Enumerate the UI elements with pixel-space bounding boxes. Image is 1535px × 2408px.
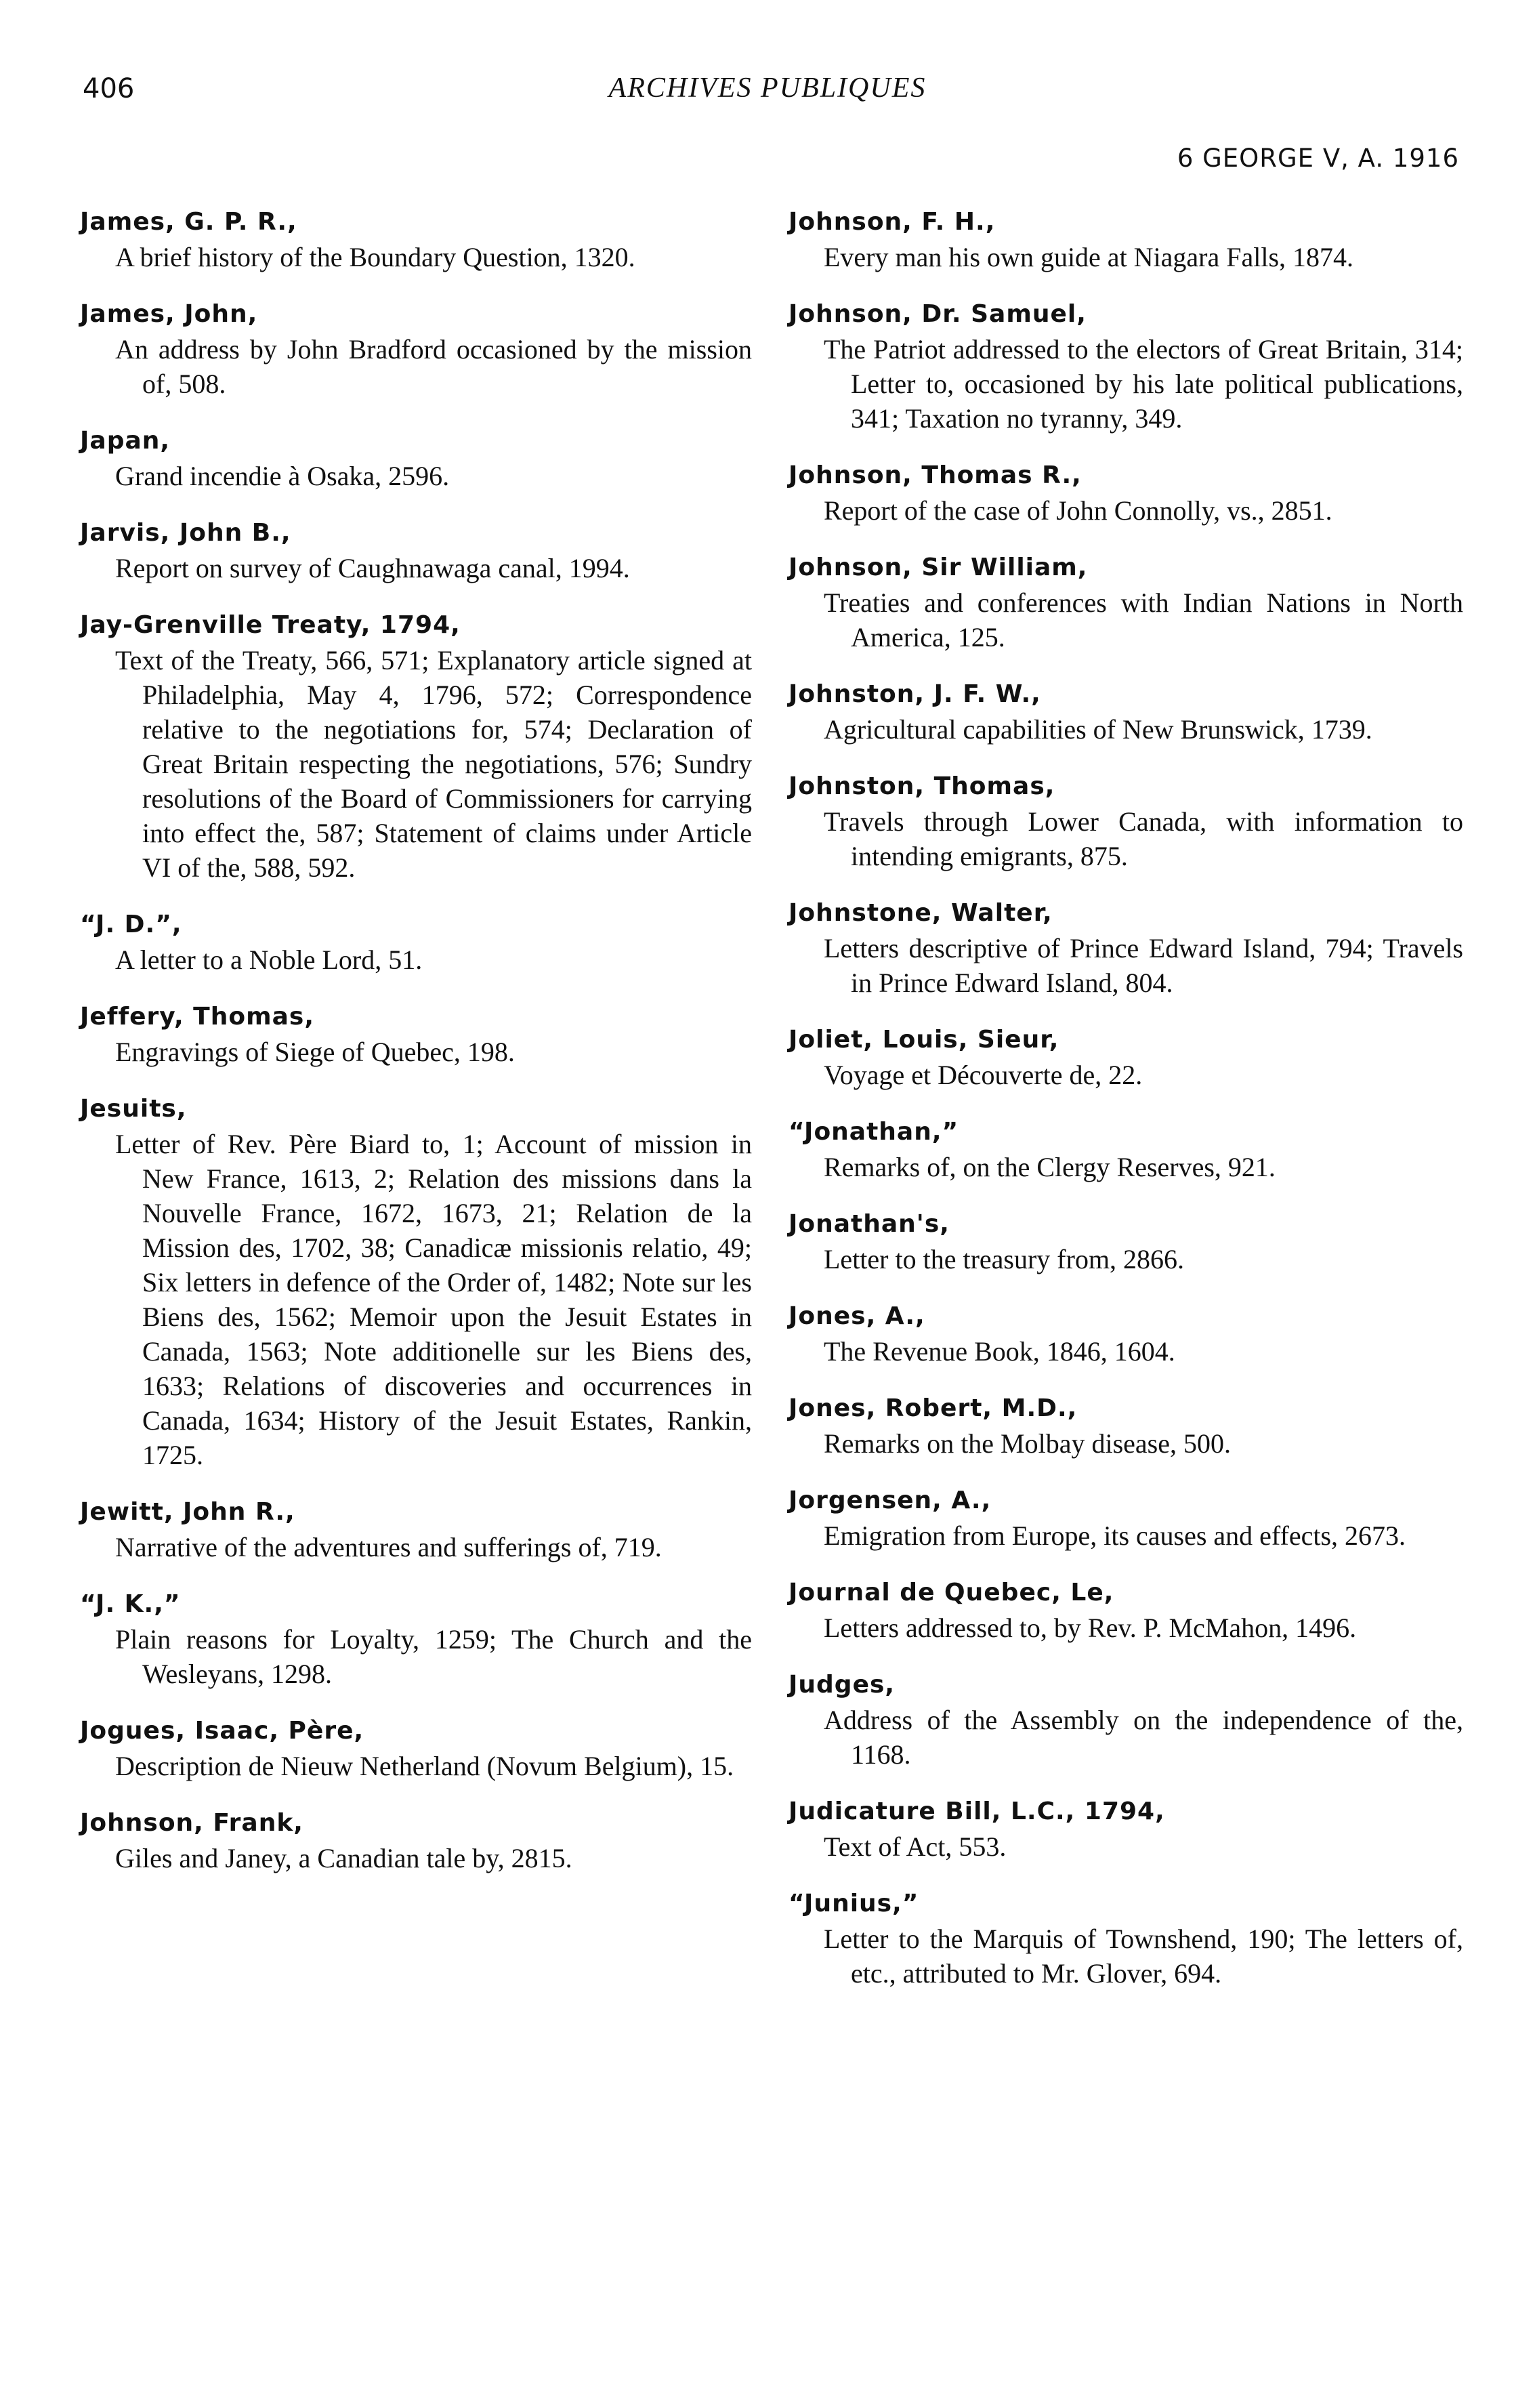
entry-heading: Jeffery, Thomas, [80, 1003, 315, 1031]
index-entry [80, 1714, 752, 1783]
entry-text: A brief history of the Boundary Question, 1320. [115, 242, 635, 272]
entry-heading: Johnson, Thomas R., [788, 461, 1082, 489]
entry-text: Remarks on the Molbay disease, 500. [824, 1428, 1231, 1459]
right-column [788, 205, 1463, 2013]
entry-text: Grand incendie à Osaka, 2596. [115, 461, 450, 491]
entry-text: Letter to the Marquis of Townshend, 190; The letters of, etc., attributed to Mr. Glover, 694. [824, 1924, 1463, 1989]
index-entry [80, 999, 752, 1069]
index-entry [80, 205, 752, 274]
left-column [80, 205, 752, 1898]
entry-text: Giles and Janey, a Canadian tale by, 2815. [115, 1843, 572, 1873]
index-entry [80, 297, 752, 401]
index-entry [80, 1806, 752, 1875]
entry-heading: “Jonathan,” [788, 1118, 959, 1146]
entry-heading: Japan, [80, 427, 171, 455]
entry-heading: “Junius,” [788, 1890, 919, 1917]
running-title: ARCHIVES PUBLIQUES [608, 72, 927, 104]
entry-text: Letter of Rev. Père Biard to, 1; Account of mission in New France, 1613, 2; Relation des missions dans la Nouvelle France, 1672, 1673, 21; Relation de la Mission des, 1702, 38; Canadicæ missionis relatio, 49; Six letters in defence of the Order of, 1482; Note sur les Biens des, 1562; Memoir upon the Jesuit Estates in Canada, 1563; Note additionelle sur les Biens des, 1633; Relations of discoveries and occurrences in Canada, 1634; History of the Jesuit Estates, Rankin, 1725. [115, 1129, 752, 1470]
index-entry [788, 896, 1463, 1000]
entry-heading: Jewitt, John R., [80, 1498, 295, 1526]
index-entry [788, 1115, 1463, 1184]
index-entry [80, 1587, 752, 1691]
index-entry [80, 1495, 752, 1564]
entry-text: Address of the Assembly on the independence of the, 1168. [824, 1705, 1463, 1770]
entry-heading: Johnson, Sir William, [788, 554, 1088, 581]
entry-text: Report on survey of Caughnawaga canal, 1994. [115, 553, 630, 583]
entry-text: Text of the Treaty, 566, 571; Explanatory article signed at Philadelphia, May 4, 1796, 572; Correspondence relative to the negotiations for, 574; Declaration of Great Britain respecting the negotiations, 576; Sundry resolutions of the Board of Commissioners for carrying into effect the, 587; Statement of claims under Article VI of the, 588, 592. [115, 645, 752, 883]
index-entry [788, 1575, 1463, 1645]
entry-heading: Johnson, Dr. Samuel, [788, 300, 1087, 328]
entry-heading: James, G. P. R., [80, 208, 297, 236]
index-entry [788, 1299, 1463, 1369]
entry-heading: Johnson, F. H., [788, 208, 996, 236]
index-entry [788, 1391, 1463, 1461]
entry-heading: James, John, [80, 300, 258, 328]
entry-heading: Johnstone, Walter, [788, 899, 1053, 927]
index-entry [788, 1667, 1463, 1772]
entry-text: Voyage et Découverte de, 22. [824, 1060, 1143, 1090]
entry-heading: Johnson, Frank, [80, 1809, 303, 1837]
entry-text: Letter to the treasury from, 2866. [824, 1244, 1185, 1274]
entry-heading: Judicature Bill, L.C., 1794, [788, 1798, 1165, 1825]
entry-heading: Johnston, J. F. W., [788, 680, 1041, 708]
entry-heading: Jogues, Isaac, Père, [80, 1717, 364, 1745]
index-entry [788, 297, 1463, 436]
index-entry [788, 205, 1463, 274]
index-entry [788, 458, 1463, 528]
index-entry [788, 1022, 1463, 1092]
entry-text: Letters addressed to, by Rev. P. McMahon, 1496. [824, 1613, 1357, 1643]
entry-heading: Jones, Robert, M.D., [788, 1394, 1078, 1422]
entry-text: The Revenue Book, 1846, 1604. [824, 1336, 1175, 1367]
entry-text: The Patriot addressed to the electors of Great Britain, 314; Letter to, occasioned by his late political publications, 341; Taxation no tyranny, 349. [824, 334, 1463, 434]
entry-heading: Joliet, Louis, Sieur, [788, 1026, 1059, 1054]
entry-text: Report of the case of John Connolly, vs., 2851. [824, 495, 1332, 526]
entry-text: Agricultural capabilities of New Brunswick, 1739. [824, 714, 1372, 745]
page-number: 406 [83, 73, 135, 104]
entry-heading: “J. K.,” [80, 1590, 181, 1618]
entry-text: Text of Act, 553. [824, 1831, 1007, 1862]
entry-text: Plain reasons for Loyalty, 1259; The Church and the Wesleyans, 1298. [115, 1624, 752, 1689]
entry-text: Every man his own guide at Niagara Falls, 1874. [824, 242, 1354, 272]
entry-text: A letter to a Noble Lord, 51. [115, 944, 423, 975]
index-entry [788, 1794, 1463, 1864]
entry-heading: “J. D.”, [80, 911, 182, 938]
index-entry [788, 1207, 1463, 1276]
entry-heading: Jesuits, [80, 1095, 187, 1123]
entry-text: Emigration from Europe, its causes and effects, 2673. [824, 1520, 1406, 1551]
entry-text: Remarks of, on the Clergy Reserves, 921. [824, 1152, 1276, 1182]
index-entry [788, 1886, 1463, 1991]
index-entry [80, 608, 752, 885]
entry-heading: Judges, [788, 1671, 896, 1699]
entry-text: Letters descriptive of Prince Edward Island, 794; Travels in Prince Edward Island, 804. [824, 933, 1463, 998]
entry-text: Travels through Lower Canada, with information to intending emigrants, 875. [824, 806, 1463, 871]
entry-text: Engravings of Siege of Quebec, 198. [115, 1037, 515, 1067]
entry-heading: Jarvis, John B., [80, 519, 291, 547]
index-entry [80, 1092, 752, 1472]
index-entry [788, 550, 1463, 655]
entry-heading: Jay-Grenville Treaty, 1794, [80, 611, 461, 639]
index-entry [788, 677, 1463, 747]
entry-text: Treaties and conferences with Indian Nations in North America, 125. [824, 587, 1463, 652]
entry-heading: Jones, A., [788, 1302, 925, 1330]
entry-text: Narrative of the adventures and sufferings of, 719. [115, 1532, 662, 1562]
index-entry [788, 769, 1463, 873]
entry-heading: Journal de Quebec, Le, [788, 1579, 1114, 1606]
session-label: 6 GEORGE V, A. 1916 [1177, 144, 1459, 173]
index-entry [80, 423, 752, 493]
entry-heading: Jonathan's, [788, 1210, 950, 1238]
entry-text: Description de Nieuw Netherland (Novum Belgium), 15. [115, 1751, 734, 1781]
entry-heading: Jorgensen, A., [788, 1487, 992, 1514]
index-entry [80, 516, 752, 585]
entry-text: An address by John Bradford occasioned by the mission of, 508. [115, 334, 752, 399]
entry-heading: Johnston, Thomas, [788, 772, 1055, 800]
index-entry [80, 907, 752, 977]
index-entry [788, 1483, 1463, 1553]
